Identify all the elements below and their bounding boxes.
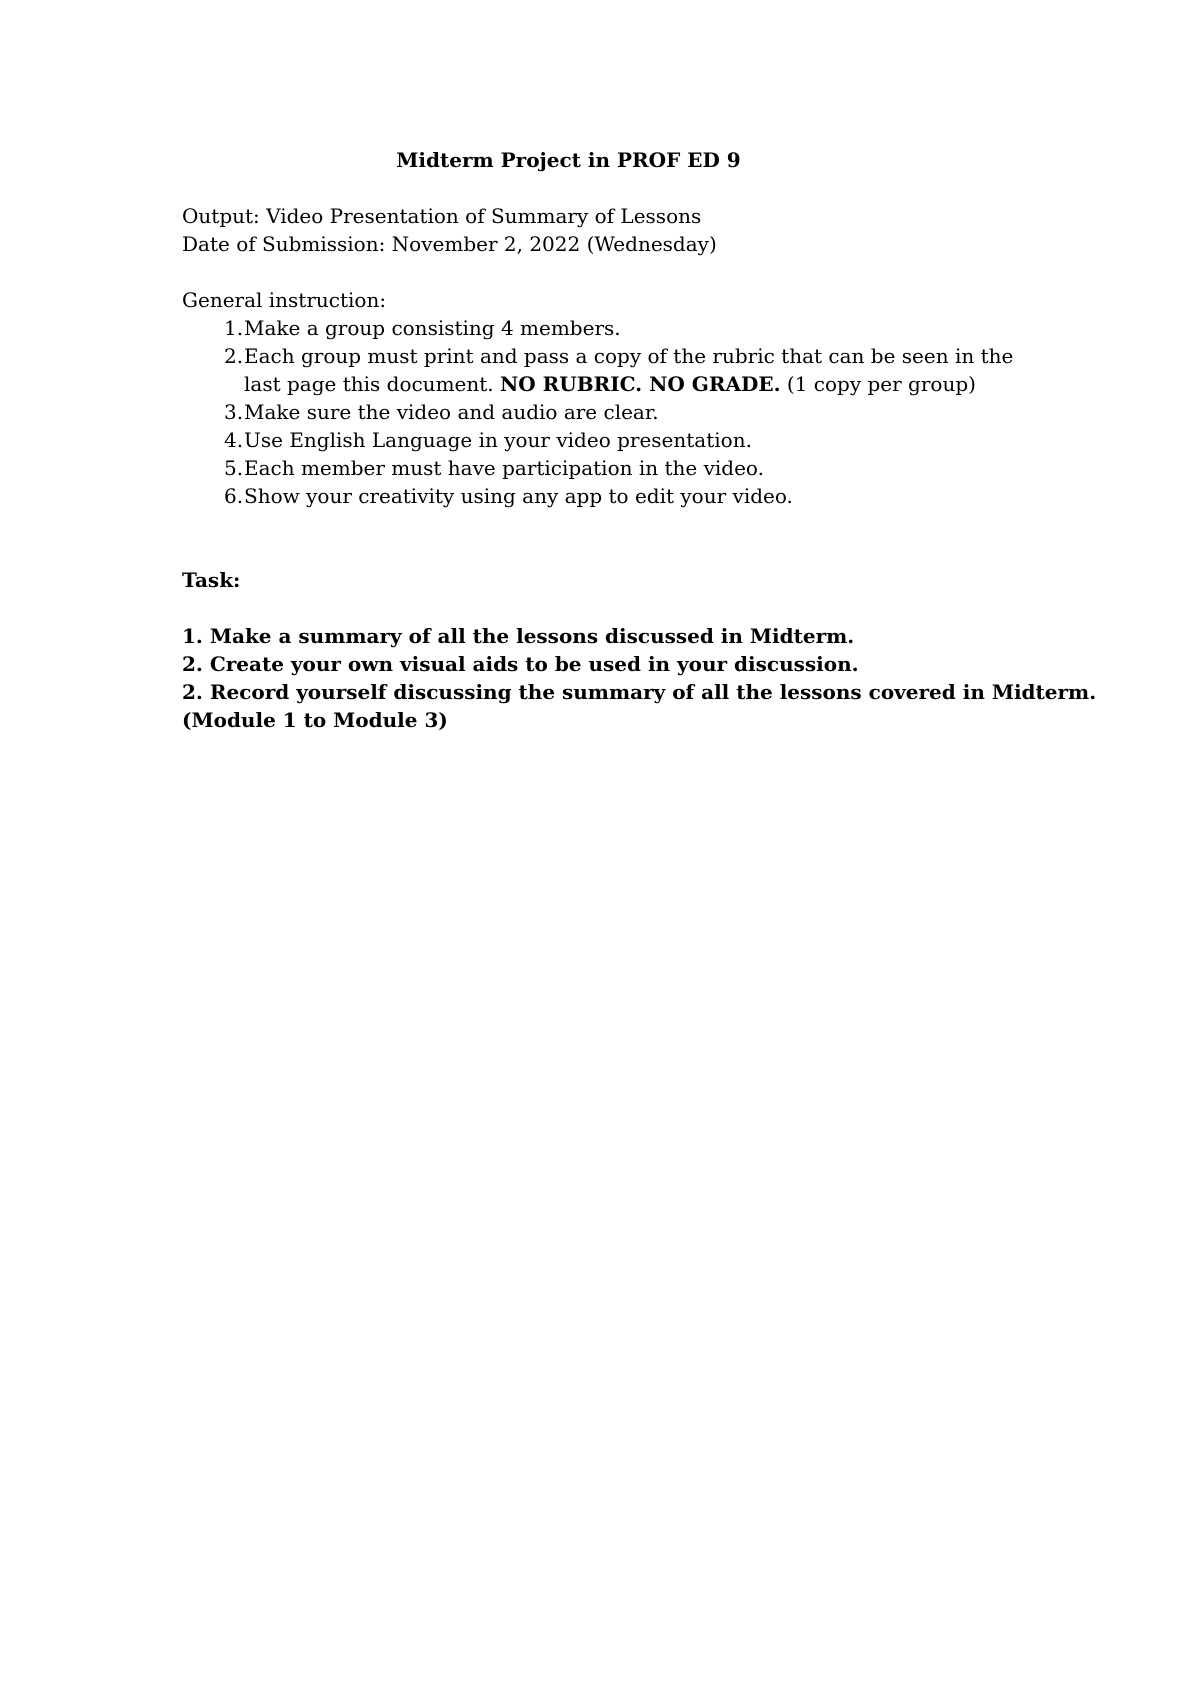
submission-date-line: Date of Submission: November 2, 2022 (Wednesday) [182,232,717,256]
instruction-item [182,482,1042,510]
task-item: 2. Record yourself discussing the summary of all the lessons covered in Midterm. [182,680,1097,704]
instruction-number: 5. [224,456,244,480]
instruction-number: 2. [224,344,244,368]
instruction-number: 1. [224,316,244,340]
instruction-text: Use English Language in your video presentation. [244,428,752,452]
instruction-text: Each member must have participation in the video. [244,456,764,480]
instruction-text: Make a group consisting 4 members. [244,316,621,340]
instruction-item [182,426,1042,454]
general-instruction-heading: General instruction: [182,288,387,312]
instruction-number: 4. [224,428,244,452]
instruction-item [182,398,1042,426]
instruction-text-after: (1 copy per group) [780,372,976,396]
instruction-item [182,342,1042,398]
document-title: Midterm Project in PROF ED 9 [396,148,741,172]
spacer [182,594,1042,622]
instruction-text: Each group must print and pass a copy of the rubric that can be seen in the last page this document. [244,344,1014,396]
instruction-text: Make sure the video and audio are clear. [244,400,659,424]
output-line: Output: Video Presentation of Summary of Lessons [182,204,702,228]
instruction-text: Show your creativity using any app to edit your video. [244,484,793,508]
instruction-number: 3. [224,400,244,424]
spacer [182,258,1042,286]
instruction-item [182,314,1042,342]
task-heading: Task: [182,568,241,592]
spacer [182,510,1042,566]
task-module-range: (Module 1 to Module 3) [182,708,448,732]
instruction-list [182,314,1042,510]
task-item: 2. Create your own visual aids to be used in your discussion. [182,652,859,676]
no-rubric-warning: NO RUBRIC. NO GRADE. [500,372,781,396]
instruction-item [182,454,1042,482]
instruction-number: 6. [224,484,244,508]
document-content [182,146,1097,734]
task-item: 1. Make a summary of all the lessons discussed in Midterm. [182,624,855,648]
